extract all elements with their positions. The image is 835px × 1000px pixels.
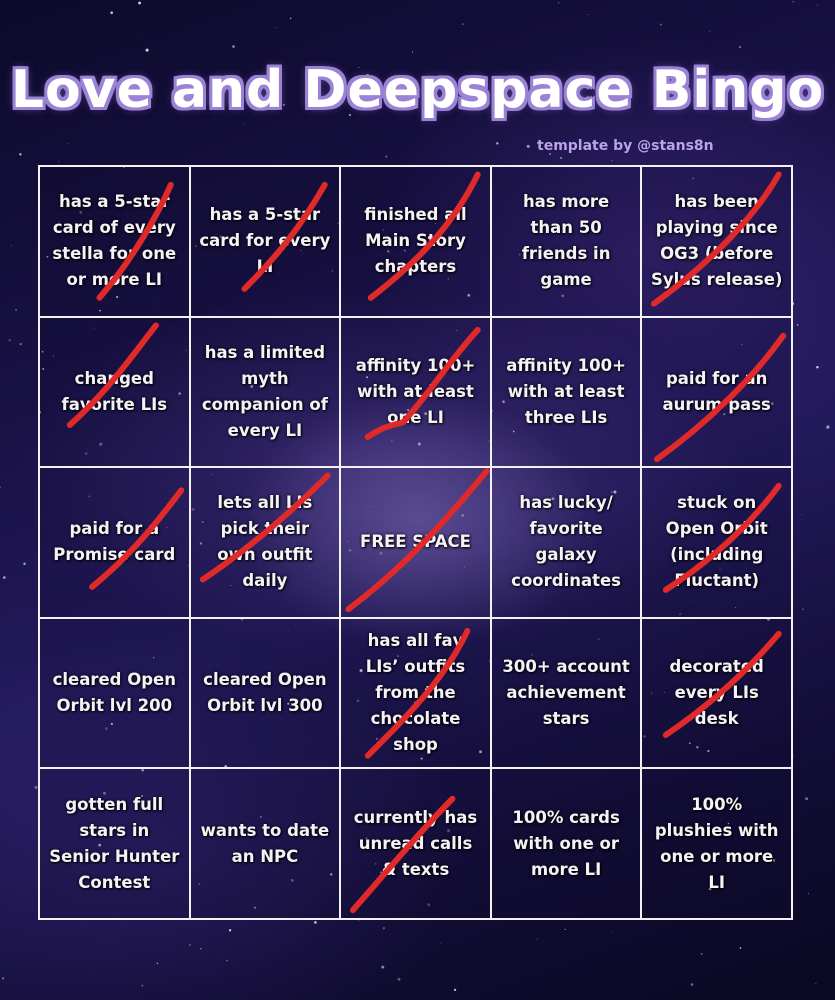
star [398, 978, 401, 981]
star [276, 27, 277, 28]
bingo-cell[interactable] [190, 166, 341, 317]
star [792, 1, 793, 2]
cell-text: affinity 100+ with at least one LI [355, 355, 476, 427]
star [189, 944, 191, 946]
star [157, 963, 158, 964]
star [412, 51, 413, 52]
bingo-cell[interactable] [39, 768, 190, 919]
page-title: Love and Deepspace Bingo [10, 60, 825, 120]
cell-text: lets all LIs pick their own outfit daily [217, 493, 313, 591]
star [797, 324, 799, 326]
bingo-cell[interactable] [641, 166, 792, 317]
star [462, 23, 463, 24]
star [496, 142, 498, 144]
cell-text: paid for a Promise card [53, 519, 176, 565]
star [546, 7, 547, 8]
star [110, 11, 113, 14]
cell-text: FREE SPACE [360, 532, 471, 552]
bingo-cell[interactable] [641, 467, 792, 618]
star [612, 931, 613, 932]
star [226, 960, 228, 962]
star [813, 177, 814, 178]
star [8, 339, 10, 341]
star [3, 576, 6, 579]
star [314, 921, 317, 924]
star [739, 46, 741, 48]
star [454, 989, 456, 991]
star [200, 948, 201, 949]
star [826, 426, 829, 429]
star [383, 927, 385, 929]
star [817, 5, 818, 6]
cell-text: cleared Open Orbit lvl 300 [203, 670, 327, 716]
star [20, 343, 22, 345]
bingo-cell[interactable] [190, 317, 341, 468]
star [15, 309, 17, 311]
star [802, 608, 803, 609]
star [709, 31, 710, 32]
bingo-cell[interactable] [641, 618, 792, 769]
star [815, 983, 816, 984]
star [11, 245, 12, 246]
star [2, 977, 4, 979]
star [805, 797, 808, 800]
star [358, 920, 359, 921]
cell-text: affinity 100+ with at least three LIs [506, 355, 626, 427]
bingo-cell[interactable] [491, 618, 642, 769]
bingo-cell[interactable] [491, 768, 642, 919]
cell-text: has a limited myth companion of every LI [201, 342, 328, 440]
star [740, 947, 742, 949]
star [537, 939, 538, 940]
template-credit: template by @stans8n [537, 138, 714, 154]
cell-text: cleared Open Orbit lvl 200 [52, 670, 176, 716]
cell-text: decorated every LIs desk [669, 657, 764, 729]
cell-text: changed favorite LIs [61, 368, 168, 414]
bingo-cell[interactable] [340, 467, 491, 618]
star [560, 157, 562, 159]
cell-text: currently has unread calls & texts [353, 807, 478, 879]
star [660, 136, 661, 137]
star [232, 45, 235, 48]
star [385, 156, 387, 158]
bingo-cell[interactable] [39, 317, 190, 468]
star [691, 983, 694, 986]
star [441, 943, 442, 944]
cell-text: has lucky/ favorite galaxy coordinates [511, 493, 622, 591]
bingo-cell[interactable] [340, 317, 491, 468]
star [0, 486, 1, 488]
bingo-cell[interactable] [340, 768, 491, 919]
star [701, 953, 703, 955]
star [23, 563, 25, 565]
star [244, 123, 245, 124]
cell-text: has been playing since OG3 (before Sylus release) [650, 192, 783, 290]
star [588, 14, 589, 15]
star [793, 756, 794, 757]
bingo-cell[interactable] [641, 768, 792, 919]
bingo-board [38, 165, 793, 920]
bingo-cell[interactable] [641, 317, 792, 468]
bingo-cell[interactable] [39, 166, 190, 317]
star [229, 929, 231, 931]
cell-text: has all fav LIs’ outfits from the chocolate shop [365, 631, 466, 755]
star [68, 143, 69, 144]
bingo-cell[interactable] [190, 768, 341, 919]
cell-text: 100% plushies with one or more LI [654, 794, 779, 892]
bingo-cell[interactable] [39, 467, 190, 618]
cell-text: wants to date an NPC [200, 820, 330, 866]
cell-text: finished all Main Story chapters [364, 205, 467, 277]
star [808, 893, 809, 894]
bingo-cell[interactable] [340, 618, 491, 769]
star [138, 2, 141, 5]
bingo-cell[interactable] [190, 618, 341, 769]
star [140, 37, 141, 38]
star [19, 153, 21, 155]
star [527, 145, 530, 148]
cell-text: stuck on Open Orbit (including Fluctant) [665, 493, 768, 591]
bingo-cell[interactable] [39, 618, 190, 769]
star [141, 985, 143, 987]
bingo-cell[interactable] [491, 317, 642, 468]
star [58, 161, 59, 162]
star [660, 24, 662, 26]
star [558, 2, 559, 3]
bingo-cell[interactable] [340, 166, 491, 317]
star [517, 142, 518, 143]
star [565, 929, 566, 930]
cell-text: 100% cards with one or more LI [512, 807, 620, 879]
star [290, 18, 291, 19]
bingo-cell[interactable] [491, 166, 642, 317]
star [222, 956, 223, 957]
star [146, 49, 149, 52]
cell-text: paid for an aurum pass [662, 368, 771, 414]
cell-text: has a 5-star card for every LI [199, 205, 331, 277]
cell-text: has a 5-star card of every stella for one or more LI [52, 192, 177, 290]
bingo-cell[interactable] [491, 467, 642, 618]
cell-text: has more than 50 friends in game [521, 192, 611, 290]
star [816, 366, 818, 368]
bingo-cell[interactable] [190, 467, 341, 618]
star [246, 998, 247, 999]
star [381, 966, 384, 969]
cell-text: gotten full stars in Senior Hunter Contest [49, 794, 180, 892]
star [801, 514, 802, 515]
star [611, 160, 612, 161]
cell-text: 300+ account achievement stars [502, 657, 630, 729]
